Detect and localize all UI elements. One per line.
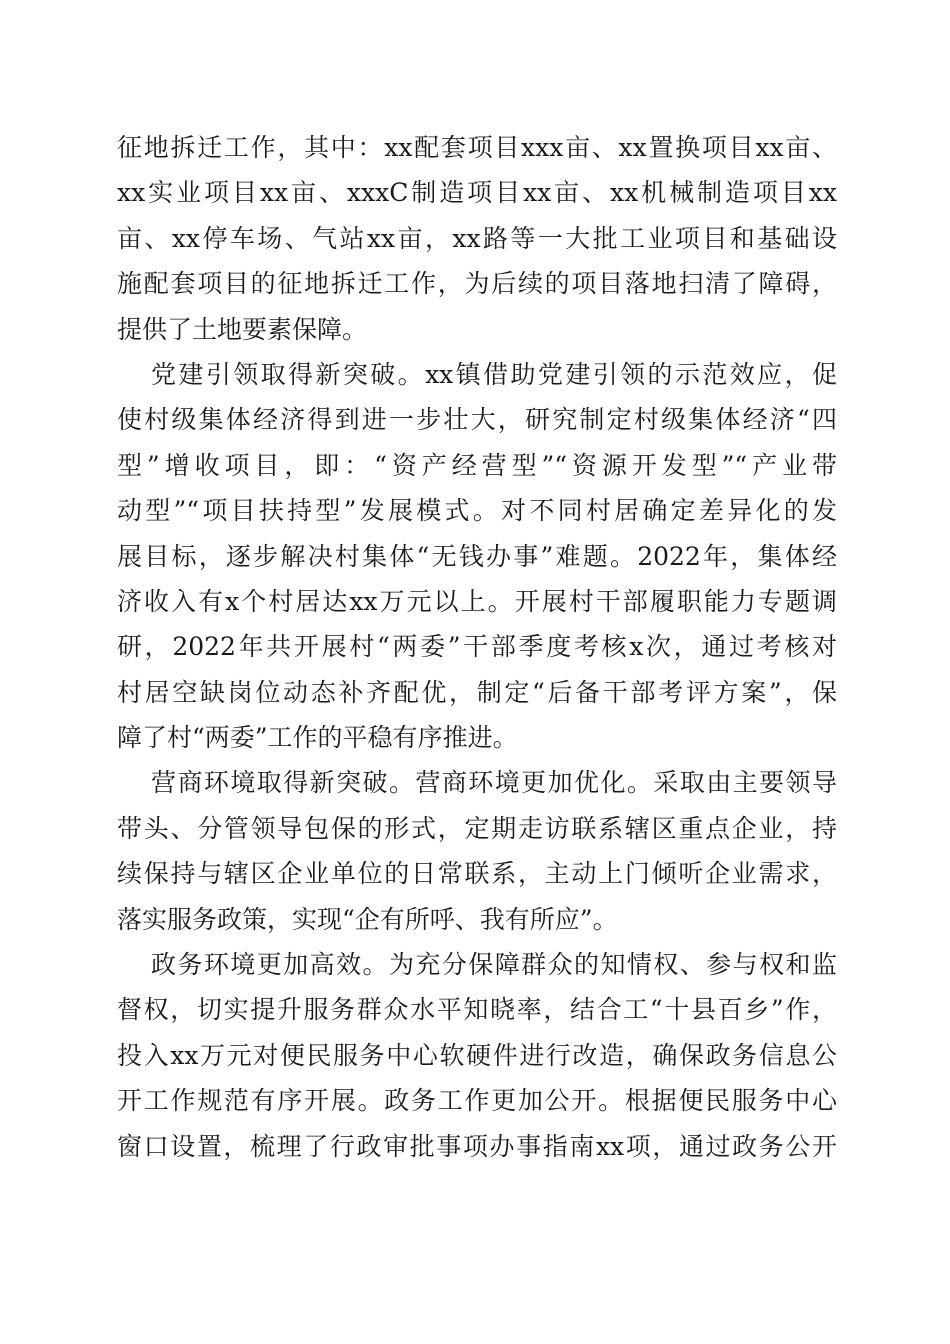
text-line: 展目标，逐步解决村集体“无钱办事”难题。2022年，集体经	[117, 541, 837, 571]
text-line: 开工作规范有序开展。政务工作更加公开。根据便民服务中心	[117, 1086, 837, 1116]
text-line: 带头、分管领导包保的形式，定期走访联系辖区重点企业，持	[117, 813, 837, 843]
text-line: 提供了土地要素保障。	[117, 314, 368, 344]
text-line: xx实业项目xx亩、xxxC制造项目xx亩、xx机械制造项目xx	[117, 178, 837, 208]
text-line: 使村级集体经济得到进一步壮大，研究制定村级集体经济“四	[117, 405, 837, 435]
text-line: 营商环境取得新突破。营商环境更加优化。采取由主要领导	[151, 768, 837, 798]
text-line: 施配套项目的征地拆迁工作，为后续的项目落地扫清了障碍，	[117, 269, 837, 299]
text-line: 研，2022年共开展村“两委”干部季度考核x次，通过考核对	[117, 632, 837, 662]
text-line: 落实服务政策，实现“企有所呼、我有所应”。	[117, 904, 618, 934]
text-line: 续保持与辖区企业单位的日常联系，主动上门倾听企业需求，	[117, 859, 837, 889]
text-line: 督权，切实提升服务群众水平知晓率，结合工“十县百乡”作，	[117, 995, 837, 1025]
text-line: 投入xx万元对便民服务中心软硬件进行改造，确保政务信息公	[117, 1040, 837, 1070]
paragraph-business-environment	[117, 760, 837, 942]
paragraph-government-affairs	[117, 942, 837, 1169]
text-line: 济收入有x个村居达xx万元以上。开展村干部履职能力专题调	[117, 586, 837, 616]
text-line: 型”增收项目，即：“资产经营型”“资源开发型”“产业带	[117, 450, 837, 480]
paragraph-land-acquisition	[117, 125, 837, 352]
text-line: 村居空缺岗位动态补齐配优，制定“后备干部考评方案”，保	[117, 677, 837, 707]
text-line: 障了村“两委”工作的平稳有序推进。	[117, 723, 518, 753]
text-line: 动型”“项目扶持型”发展模式。对不同村居确定差异化的发	[117, 496, 837, 526]
document-body	[117, 125, 837, 1169]
text-line: 征地拆迁工作，其中：xx配套项目xxx亩、xx置换项目xx亩、	[117, 133, 837, 162]
text-line: 窗口设置，梳理了行政审批事项办事指南xx项，通过政务公开	[117, 1131, 837, 1161]
paragraph-party-building	[117, 352, 837, 761]
text-line: 党建引领取得新突破。xx镇借助党建引领的示范效应，促	[151, 359, 837, 389]
text-line: 政务环境更加高效。为充分保障群众的知情权、参与权和监	[151, 950, 837, 980]
text-line: 亩、xx停车场、气站xx亩，xx路等一大批工业项目和基础设	[117, 223, 837, 253]
